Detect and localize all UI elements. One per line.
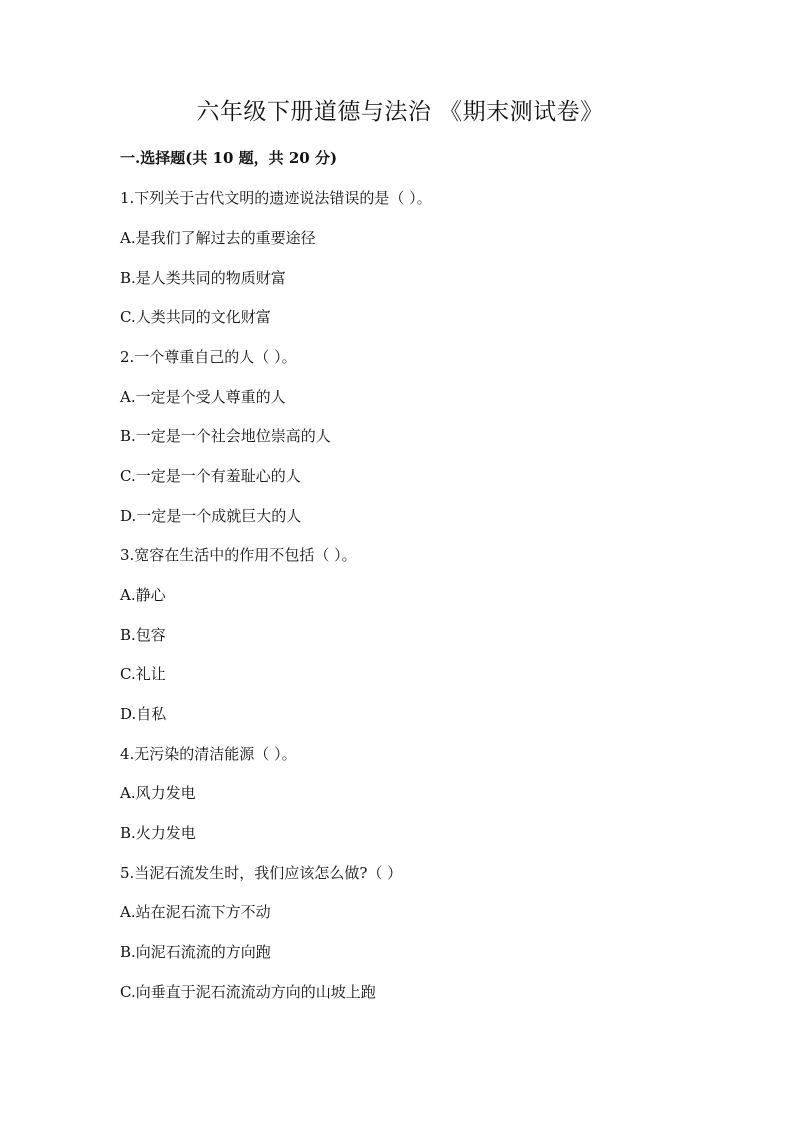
question-1-stem: 1.下列关于古代文明的遗迹说法错误的是（ ）。	[120, 189, 432, 207]
question-4-stem: 4.无污染的清洁能源（ ）。	[120, 745, 297, 763]
question-3-option-c: C.礼让	[120, 665, 166, 683]
question-2-option-d: D.一定是一个成就巨大的人	[120, 507, 302, 525]
question-5-stem: 5.当泥石流发生时，我们应该怎么做?（ ）	[120, 864, 403, 882]
question-3-stem: 3.宽容在生活中的作用不包括（ ）。	[120, 546, 357, 564]
question-1-option-c: C.人类共同的文化财富	[120, 308, 271, 326]
question-5-option-b: B.向泥石流流的方向跑	[120, 943, 271, 961]
question-3-option-b: B.包容	[120, 626, 166, 644]
question-3-option-d: D.自私	[120, 705, 167, 723]
question-5-option-a: A.站在泥石流下方不动	[120, 903, 271, 921]
question-4-option-a: A.风力发电	[120, 784, 196, 802]
question-2-option-b: B.一定是一个社会地位崇高的人	[120, 427, 331, 445]
question-2-option-c: C.一定是一个有羞耻心的人	[120, 467, 301, 485]
question-4-option-b: B.火力发电	[120, 824, 196, 842]
question-3-option-a: A.静心	[120, 586, 166, 604]
question-2-stem: 2.一个尊重自己的人（ ）。	[120, 348, 297, 366]
section-heading: 一.选择题(共 10 题，共 20 分)	[120, 149, 338, 167]
question-5-option-c: C.向垂直于泥石流流动方向的山坡上跑	[120, 983, 376, 1001]
question-2-option-a: A.一定是个受人尊重的人	[120, 388, 286, 406]
question-1-option-a: A.是我们了解过去的重要途径	[120, 229, 316, 247]
page-title: 六年级下册道德与法治 《期末测试卷》	[196, 99, 604, 125]
question-1-option-b: B.是人类共同的物质财富	[120, 269, 286, 287]
